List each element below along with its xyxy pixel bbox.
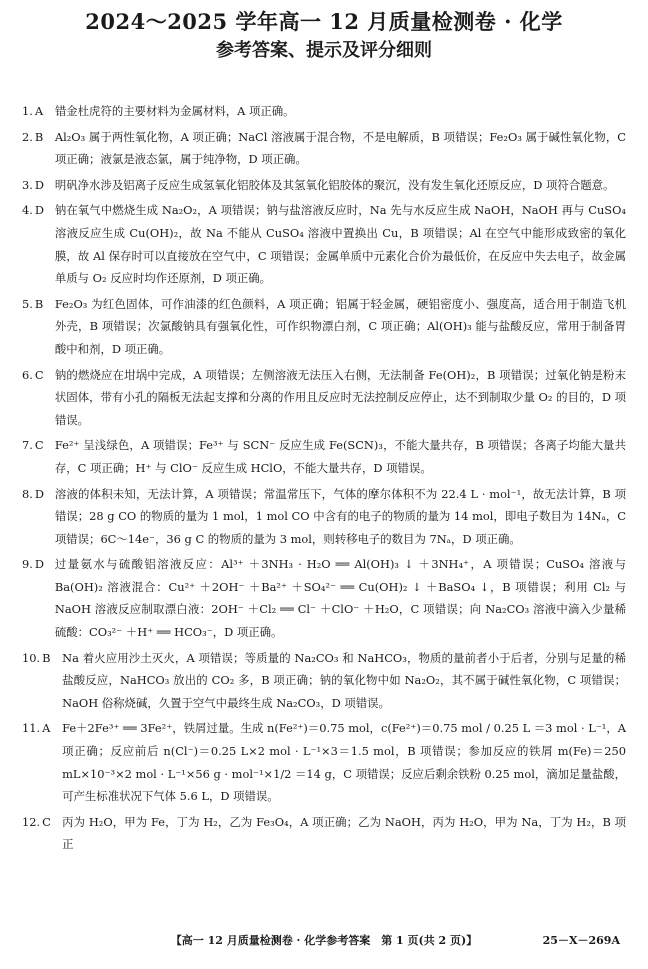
item-answer: D: [34, 203, 45, 218]
item-explanation: Fe²⁺ 呈浅绿色，A 项错误；Fe³⁺ 与 SCN⁻ 反应生成 Fe(SCN)₃，不能大量共存，B 项错误；各离子均能大量共存，C 项正确；H⁺ 与 ClO⁻ 反应生成 HClO，不能大量共存，D 项错误。: [54, 438, 626, 475]
item-answer: B: [34, 129, 44, 144]
item-number: 2.: [22, 129, 33, 144]
item-explanation: Al₂O₃ 属于两性氧化物，A 项正确；NaCl 溶液属于混合物，不是电解质，B 项错误；Fe₂O₃ 属于碱性氧化物，C 项正确；液氯是液态氯，属于纯净物，D 项正确。: [54, 129, 626, 167]
item-explanation: Fe＋2Fe³⁺ ══ 3Fe²⁺，铁屑过量。生成 n(Fe²⁺)＝0.75 mol，c(Fe²⁺)＝0.75 mol / 0.25 L ＝3 mol · L⁻¹，A 项正确；反应前后 n(Cl⁻)＝0.25 L×2 mol · L⁻¹×3＝1.5 mol，B 项错误；参加反应的铁屑 m(Fe)＝250 mL×10⁻³×2 mol · L⁻¹×56 g · mol⁻¹×1/2 ＝14 g，C 项错误；反应后剩余铁粉 0.25 mol，滴加足量盐酸，可产生标准状况下气体 5.6 L，D 项错误。: [62, 721, 626, 804]
item-answer: D: [34, 177, 45, 192]
answer-item: [22, 811, 626, 856]
answer-item: [22, 364, 626, 432]
item-number: 9.: [22, 557, 33, 572]
item-explanation: 明矾净水涉及铝离子反应生成氢氧化铝胶体及其氢氧化铝胶体的聚沉，没有发生氧化还原反应，D 项符合题意。: [54, 177, 615, 192]
answer-item: [22, 126, 626, 171]
item-explanation: 溶液的体积未知，无法计算，A 项错误；常温常压下，气体的摩尔体积不为 22.4 L · mol⁻¹，故无法计算，B 项错误；28 g CO 的物质的量为 1 mol，1 mol CO 中含有的电子的物质的量为 14 mol，即电子数目为 14Nₐ，C 项错误；6C～14e⁻，36 g C 的物质的量为 3 mol，则转移电子的数目为 7Nₐ，D 项正确。: [54, 486, 626, 546]
item-answer: B: [42, 650, 51, 665]
item-answer: C: [34, 367, 44, 382]
page-title: 2024～2025 学年高一 12 月质量检测卷 · 化学: [85, 9, 563, 34]
page-subtitle: 参考答案、提示及评分细则: [216, 40, 432, 61]
item-number: 8.: [22, 486, 33, 501]
item-answer: A: [34, 104, 44, 118]
document-code: 25－X－269A: [542, 934, 620, 947]
item-number: 7.: [22, 438, 33, 453]
item-explanation: 钠在氧气中燃烧生成 Na₂O₂，A 项错误；钠与盐溶液反应时，Na 先与水反应生成 NaOH，NaOH 再与 CuSO₄ 溶液反应生成 Cu(OH)₂，故 Na 不能从 CuSO₄ 溶液中置换出 Cu，B 项错误；Al 在空气中能形成致密的氧化膜，故 Al 保存时可以直接放在空气中，C 项错误；金属单质中元素化合价为最低价，在反应中失去电子，故金属单质与 O₂ 反应时均作还原剂，D 项正确。: [54, 203, 626, 286]
item-number: 11.: [22, 721, 41, 736]
item-number: 5.: [22, 296, 33, 311]
item-answer: D: [34, 486, 45, 501]
item-number: 10.: [22, 650, 41, 665]
item-number: 3.: [22, 177, 33, 192]
item-explanation: 错金杜虎符的主要材料为金属材料，A 项正确。: [54, 104, 295, 118]
answer-item: [22, 199, 626, 289]
item-explanation: 丙为 H₂O，甲为 Fe，丁为 H₂，乙为 Fe₃O₄，A 项正确；乙为 NaOH，丙为 H₂O，甲为 Na，丁为 H₂，B 项正: [62, 814, 627, 852]
item-number: 12.: [22, 814, 41, 829]
item-answer: D: [34, 557, 45, 572]
item-number: 4.: [22, 203, 33, 218]
answer-item: [22, 647, 626, 715]
answer-item: [22, 483, 626, 551]
item-explanation: 过量氨水与硫酸铝溶液反应：Al³⁺ ＋3NH₃ · H₂O ══ Al(OH)₃ ↓ ＋3NH₄⁺，A 项错误；CuSO₄ 溶液与 Ba(OH)₂ 溶液混合：Cu²⁺ ＋2OH⁻ ＋Ba²⁺ ＋SO₄²⁻ ══ Cu(OH)₂ ↓ ＋BaSO₄ ↓，B 项错误；利用 Cl₂ 与 NaOH 溶液反应制取漂白液：2OH⁻ ＋Cl₂ ══ Cl⁻ ＋ClO⁻ ＋H₂O，C 项错误；向 Na₂CO₃ 溶液中滴入少量稀硫酸：CO₃²⁻ ＋H⁺ ══ HCO₃⁻，D 项正确。: [54, 557, 626, 640]
answer-list: [22, 100, 626, 856]
item-explanation: 钠的燃烧应在坩埚中完成，A 项错误；左侧溶液无法压入右侧，无法制备 Fe(OH)₂，B 项错误；过氧化钠是粉末状固体，带有小孔的隔板无法起支撑和分离的作用且反应时无法控制反应停止，达不到制取少量 O₂ 的目的，D 项错误。: [54, 367, 626, 427]
answer-item: [22, 717, 626, 807]
answer-item: [22, 293, 626, 361]
item-answer: A: [42, 721, 51, 736]
answer-item: [22, 174, 626, 197]
item-explanation: Fe₂O₃ 为红色固体，可作油漆的红色颜料，A 项正确；铝属于轻金属，硬铝密度小、强度高，适合用于制造飞机外壳，B 项错误；次氯酸钠具有强氧化性，可作织物漂白剂，C 项正确；Al(OH)₃ 能与盐酸反应，常用于制备胃酸中和剂，D 项正确。: [54, 296, 626, 356]
item-answer: B: [34, 296, 44, 311]
answer-item: [22, 434, 626, 479]
item-number: 6.: [22, 367, 33, 382]
item-number: 1.: [22, 104, 33, 118]
item-explanation: Na 着火应用沙土灭火，A 项错误；等质量的 Na₂CO₃ 和 NaHCO₃，物质的量前者小于后者，分别与足量的稀盐酸反应，NaHCO₃ 放出的 CO₂ 多，B 项正确；钠的氧化物中如 Na₂O₂，其不属于碱性氧化物，C 项错误；NaOH 俗称烧碱，久置于空气中最终生成 Na₂CO₃，D 项错误。: [62, 650, 626, 710]
answer-item: [22, 100, 626, 123]
page-footer: 【高一 12 月质量检测卷 · 化学参考答案 第 1 页(共 2 页)】: [170, 934, 478, 947]
item-answer: C: [34, 438, 44, 453]
item-answer: C: [42, 814, 51, 829]
answer-item: [22, 553, 626, 643]
